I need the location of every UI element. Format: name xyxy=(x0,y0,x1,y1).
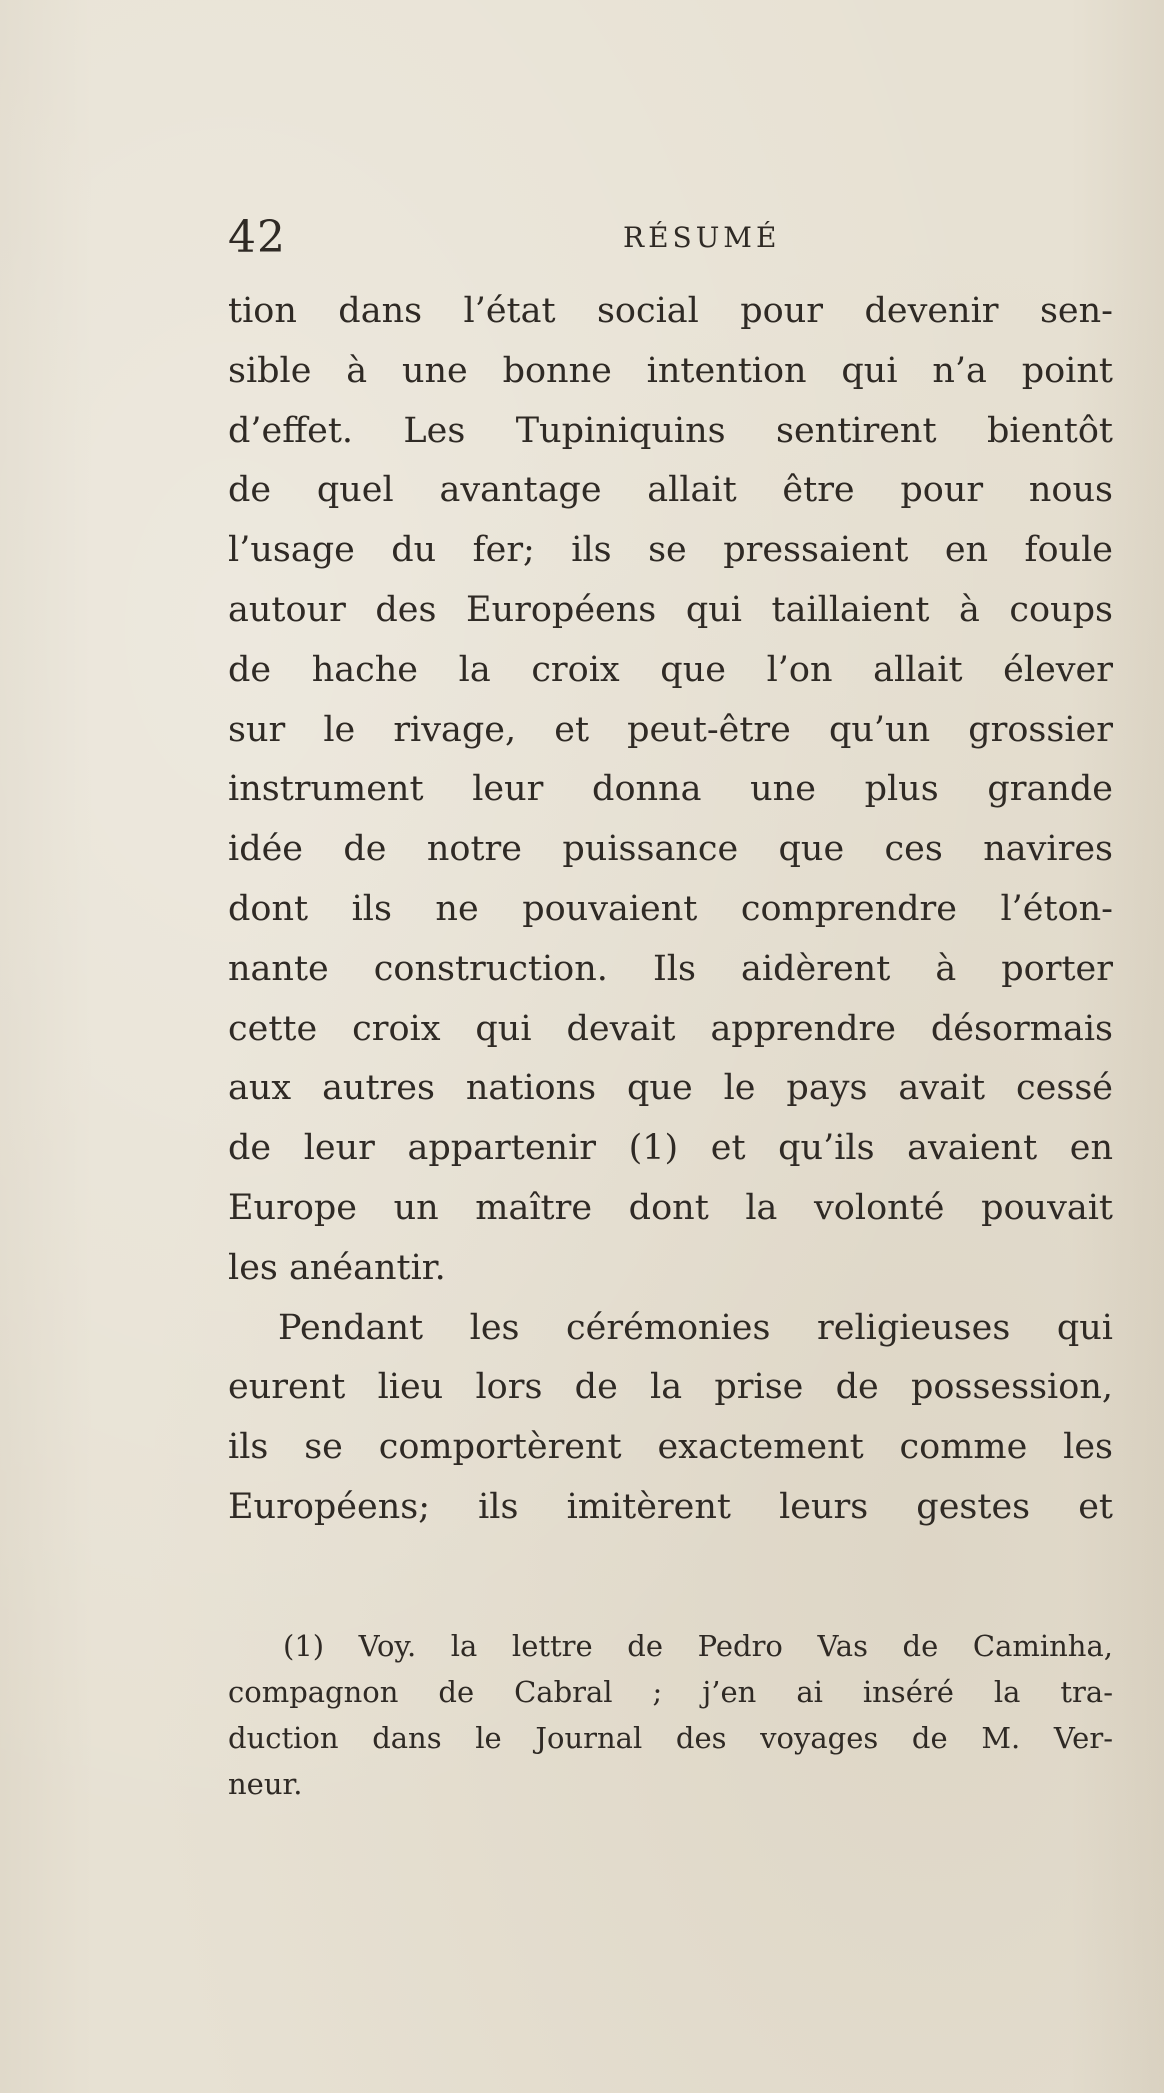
text-line: cette croix qui devait apprendre désormais xyxy=(228,1008,1113,1049)
body-text xyxy=(228,282,1113,1538)
text-line: ils se comportèrent exactement comme les xyxy=(228,1427,1113,1468)
text-line: Européens; ils imitèrent leurs gestes et xyxy=(228,1486,1113,1527)
text-line: eurent lieu lors de la prise de possession, xyxy=(228,1367,1113,1408)
running-title: RÉSUMÉ xyxy=(623,221,781,254)
text-line: aux autres nations que le pays avait cessé xyxy=(228,1068,1113,1109)
text-line: idée de notre puissance que ces navires xyxy=(228,829,1113,870)
text-line: de quel avantage allait être pour nous xyxy=(228,470,1113,511)
running-head xyxy=(228,208,1118,268)
text-line: sible à une bonne intention qui n’a point xyxy=(228,350,1113,391)
text-line: tion dans l’état social pour devenir sen- xyxy=(228,291,1113,331)
text-line: de leur appartenir (1) et qu’ils avaient en xyxy=(228,1128,1113,1169)
text-line: dont ils ne pouvaient comprendre l’éton- xyxy=(228,888,1113,929)
text-line: de hache la croix que l’on allait élever xyxy=(228,649,1113,690)
paragraph-end-line: les anéantir. xyxy=(228,1247,446,1288)
page-number: 42 xyxy=(228,212,286,263)
footnote-line: neur. xyxy=(228,1767,303,1801)
text-line: nante construction. Ils aidèrent à porter xyxy=(228,948,1113,989)
footnote-line: duction dans le Journal des voyages de M. Ver- xyxy=(228,1721,1113,1755)
text-line: sur le rivage, et peut-être qu’un grossier xyxy=(228,709,1113,750)
text-line: autour des Européens qui taillaient à coups xyxy=(228,589,1113,630)
text-line: instrument leur donna une plus grande xyxy=(228,769,1113,810)
text-line: l’usage du fer; ils se pressaient en foule xyxy=(228,530,1113,571)
footnote-line: compagnon de Cabral ; j’en ai inséré la tra- xyxy=(228,1675,1113,1709)
text-line: Europe un maître dont la volonté pouvait xyxy=(228,1187,1113,1228)
text-line: d’effet. Les Tupiniquins sentirent bientôt xyxy=(228,410,1113,451)
footnote-line: (1) Voy. la lettre de Pedro Vas de Caminha, xyxy=(283,1629,1113,1663)
footnote xyxy=(228,1623,1113,1807)
paragraph-start-line: Pendant les cérémonies religieuses qui xyxy=(278,1307,1113,1348)
